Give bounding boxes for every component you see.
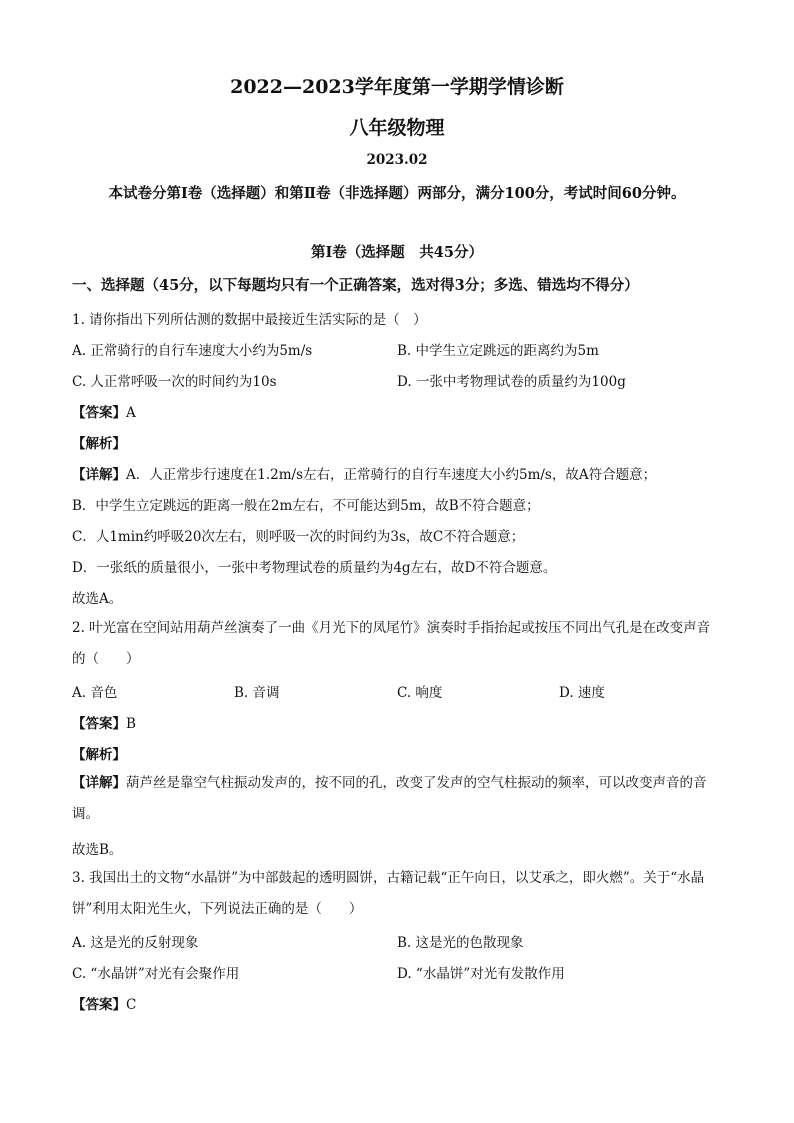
exam-subject: 八年级物理 — [349, 117, 445, 139]
q3-option-c: C. “水晶饼”对光有会聚作用 — [72, 966, 240, 982]
q3-option-d: D. “水晶饼”对光有发散作用 — [397, 966, 565, 982]
q3-option-a: A. 这是光的反射现象 — [72, 935, 199, 951]
part-heading: 一、选择题（45分，以下每题均只有一个正确答案，选对得3分；多选、错选均不得分） — [72, 277, 639, 294]
exam-title: 2022—2023学年度第一学期学情诊断 — [230, 76, 564, 98]
q2-conclusion: 故选B。 — [72, 842, 123, 858]
detail-label: 【详解】 — [72, 467, 126, 483]
q2-option-b: B. 音调 — [234, 685, 280, 701]
q1-detail-d: D．一张纸的质量很小，一张中考物理试卷的质量约为4g左右，故D不符合题意。 — [72, 560, 557, 576]
answer-label: 【答案】 — [72, 405, 126, 421]
q1-answer — [72, 401, 136, 421]
q1-detail-b: B．中学生立定跳远的距离一般在2m左右，不可能达到5m，故B不符合题意； — [72, 498, 540, 514]
q2-option-d: D. 速度 — [559, 685, 605, 701]
exam-date: 2023.02 — [366, 152, 428, 168]
q2-option-c: C. 响度 — [397, 685, 443, 701]
q3-stem: 3. 我国出土的文物“水晶饼”为中部鼓起的透明圆饼，古籍记载“正午向日，以艾承之，即火燃”。关于“水晶饼”利用太阳光生火，下列说法正确的是（ ） — [72, 870, 705, 917]
q2-answer — [72, 712, 136, 732]
q2-stem: 2. 叶光富在空间站用葫芦丝演奏了一曲《月光下的凤尾竹》演奏时手指抬起或按压不同出气孔是在改变声音的（ ） — [72, 620, 711, 667]
q2-answer-value: B — [126, 716, 136, 732]
q1-answer-value: A — [126, 405, 136, 421]
q3-option-b: B. 这是光的色散现象 — [397, 935, 524, 951]
q2-analysis-label: 【解析】 — [72, 747, 126, 763]
section-heading: 第Ⅰ卷（选择题 共45分） — [311, 244, 483, 261]
q2-detail-text: 葫芦丝是靠空气柱振动发声的，按不同的孔，改变了发声的空气柱振动的频率，可以改变声音的音调。 — [72, 775, 707, 822]
q1-conclusion: 故选A。 — [72, 591, 123, 607]
detail-label: 【详解】 — [72, 775, 126, 791]
q1-detail-c: C．人1min约呼吸20次左右，则呼吸一次的时间约为3s，故C不符合题意； — [72, 529, 525, 545]
q2-option-a: A. 音色 — [72, 685, 118, 701]
q3-answer-value: C — [126, 997, 137, 1013]
exam-intro: 本试卷分第Ⅰ卷（选择题）和第Ⅱ卷（非选择题）两部分，满分100分，考试时间60分钟。 — [108, 185, 686, 202]
q1-option-b: B. 中学生立定跳远的距离约为5m — [397, 343, 599, 359]
answer-label: 【答案】 — [72, 716, 126, 732]
q1-stem: 1. 请你指出下列所估测的数据中最接近生活实际的是（ ） — [72, 312, 427, 328]
q1-analysis-label: 【解析】 — [72, 436, 126, 452]
q1-option-c: C. 人正常呼吸一次的时间约为10s — [72, 374, 277, 390]
q1-option-d: D. 一张中考物理试卷的质量约为100g — [397, 374, 626, 390]
q3-answer — [72, 993, 136, 1013]
q1-detail-a — [72, 463, 656, 483]
answer-label: 【答案】 — [72, 997, 126, 1013]
q1-detail-a-text: A．人正常步行速度在1.2m/s左右，正常骑行的自行车速度大小约5m/s，故A符合题意； — [126, 467, 657, 483]
q1-option-a: A. 正常骑行的自行车速度大小约为5m/s — [72, 343, 313, 359]
q2-detail — [72, 768, 722, 830]
